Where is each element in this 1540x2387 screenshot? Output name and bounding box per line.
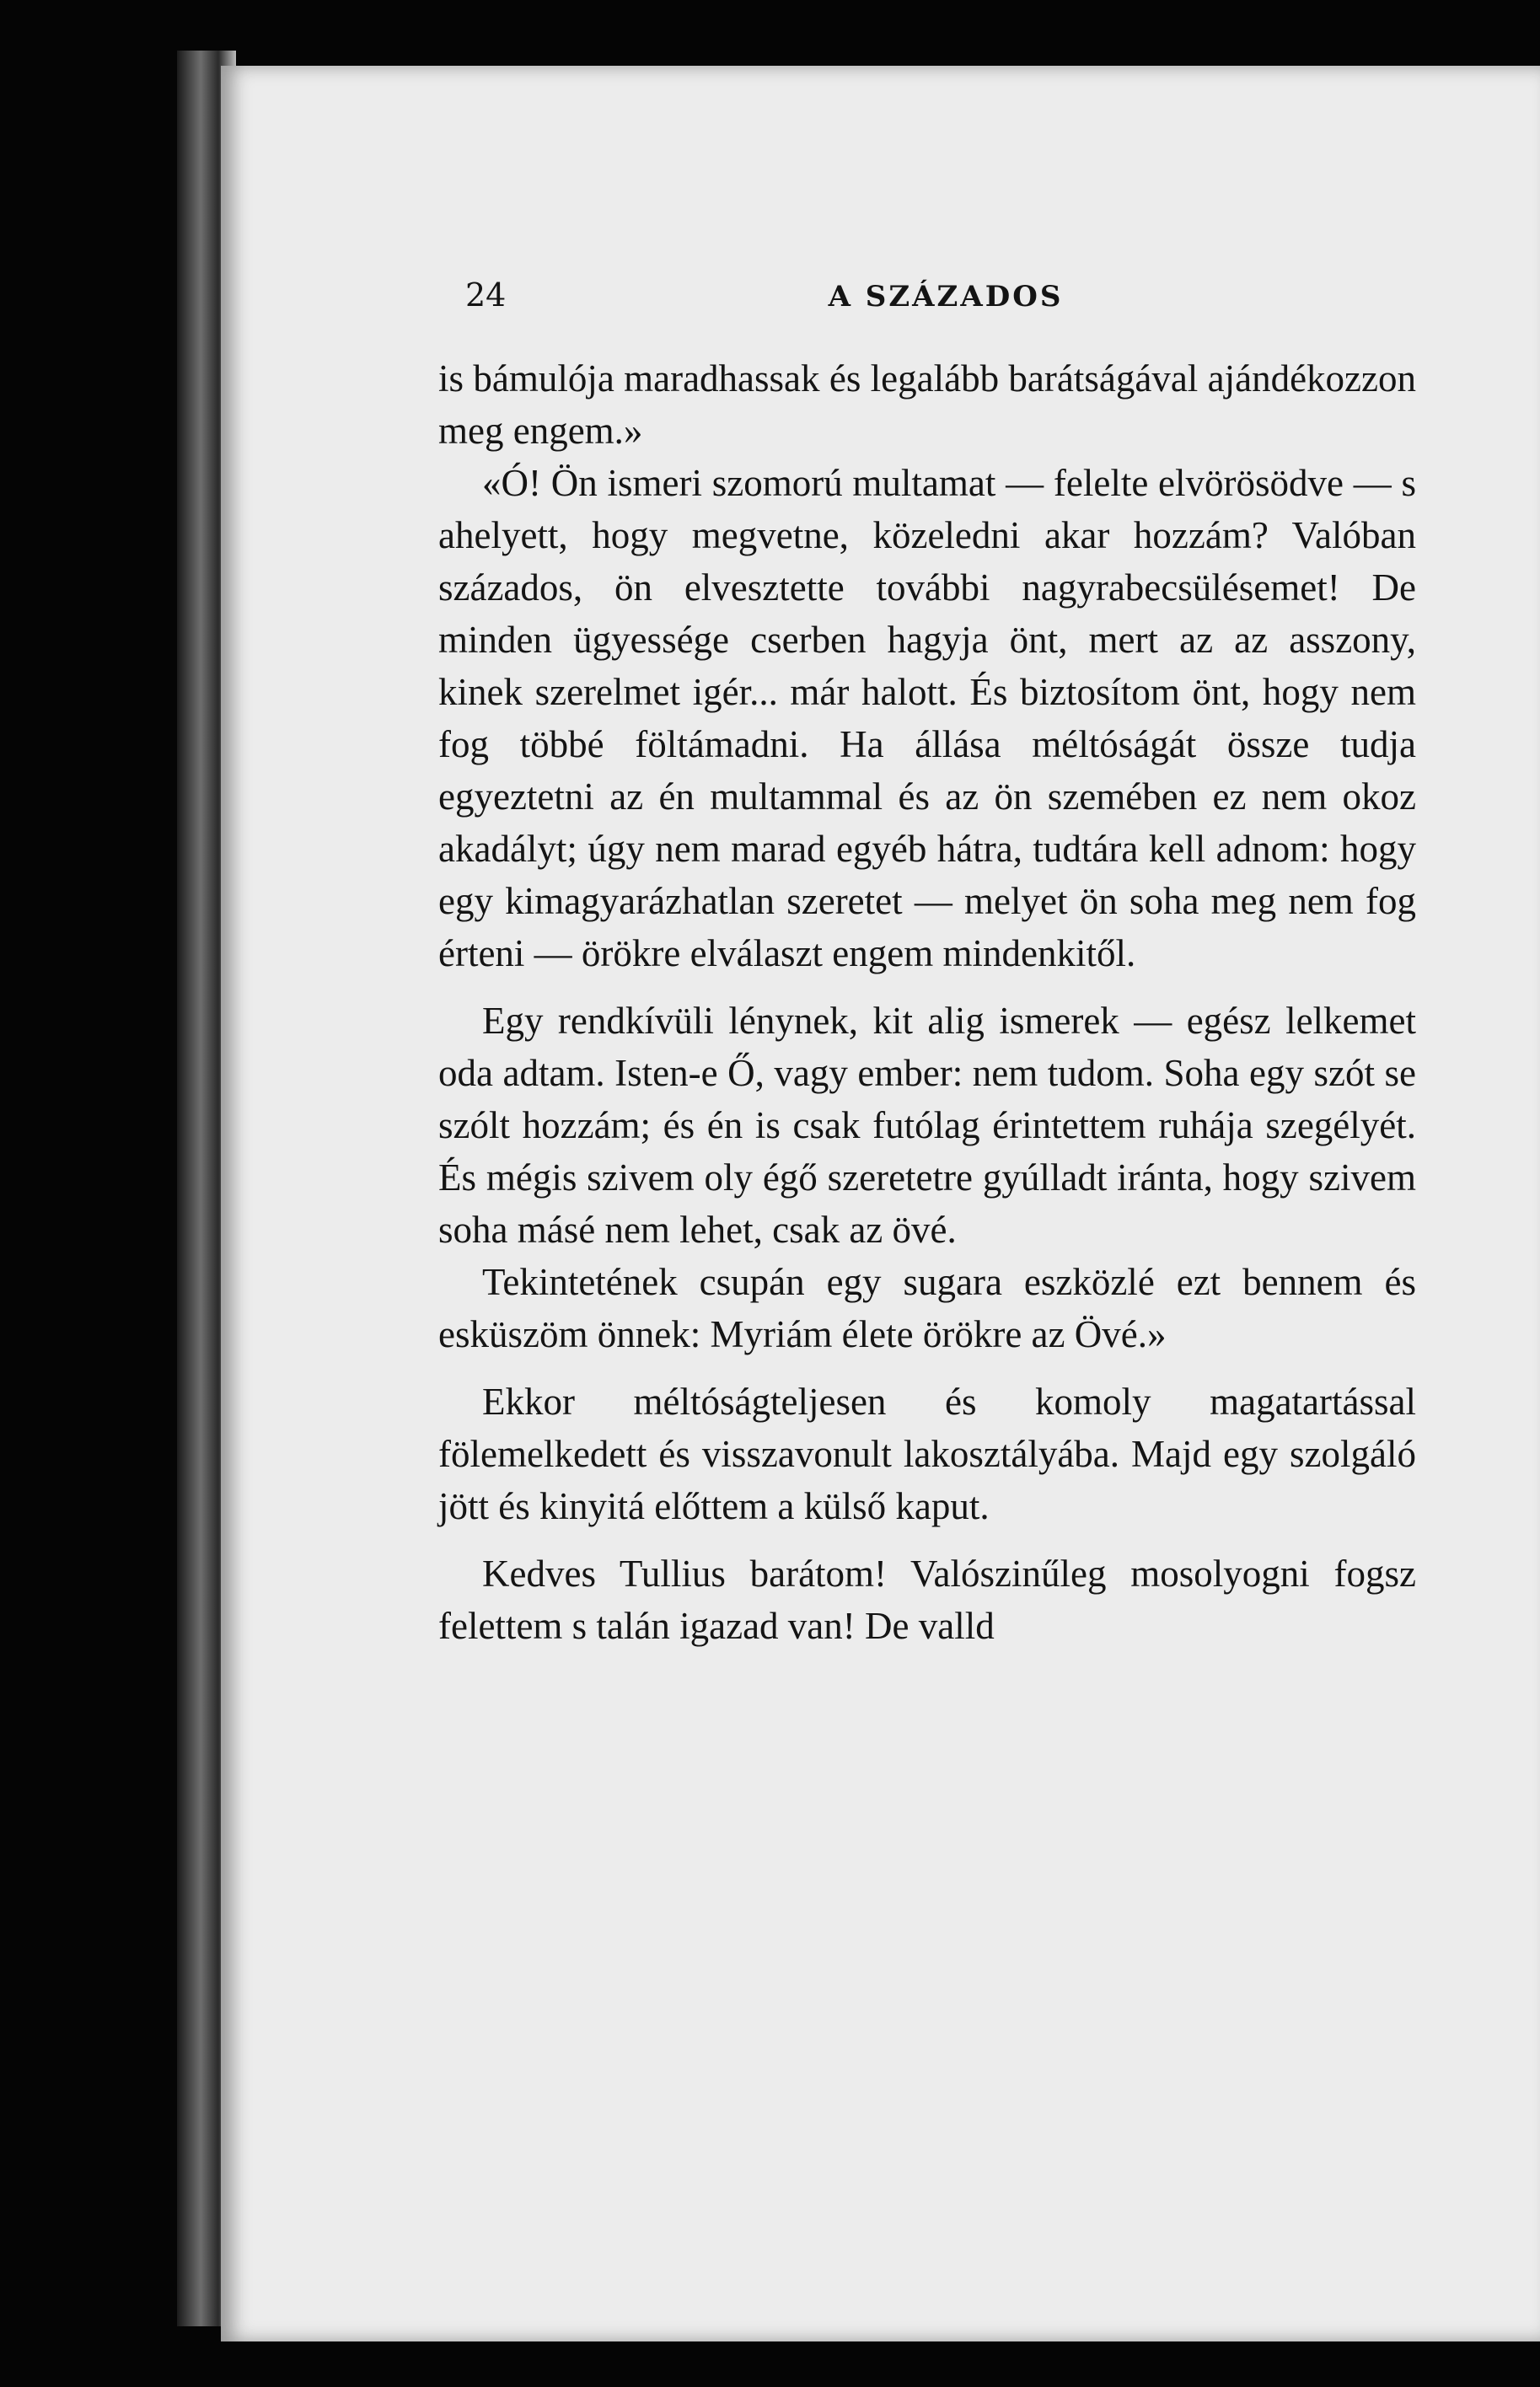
book-page: [221, 66, 1540, 2341]
paragraph: Kedves Tullius barátom! Valószinűleg mosolyogni fogsz felettem s talán igazad van! De valld: [438, 1553, 1416, 1647]
body-text: [438, 352, 1416, 1652]
running-head: [465, 276, 1426, 327]
paragraph: Ekkor méltóságteljesen és komoly magatartással fölemelkedett és visszavonult lakosztályába. Majd egy szolgáló jött és kinyitá előttem a külső kaput.: [438, 1381, 1416, 1527]
chapter-title: A SZÁZADOS: [828, 280, 1064, 314]
paragraph: Egy rendkívüli lénynek, kit alig ismerek — egész lelkemet oda adtam. Isten-e Ő, vagy ember: nem tudom. Soha egy szót se szólt hozzám; és én is csak futólag érintettem ruhája szegélyét. És mégis szivem oly égő szeretetre gyúlladt iránta, hogy szivem soha másé nem lehet, csak az övé.: [438, 1000, 1416, 1251]
page-number: 24: [465, 276, 507, 314]
paragraph: Tekintetének csupán egy sugara eszközlé ezt bennem és esküszöm önnek: Myriám élete örökre az Övé.»: [438, 1261, 1416, 1355]
paragraph: is bámulója maradhassak és legalább barátságával ajándékozzon meg engem.»: [438, 357, 1416, 452]
paragraph: «Ó! Ön ismeri szomorú multamat — felelte elvörösödve — s ahelyett, hogy megvetne, közeledni akar hozzám? Valóban százados, ön elvesztette további nagyrabecsülésemet! De minden ügyessége cserben hagyja önt, mert az az asszony, kinek szerelmet igér... már halott. És biztosítom önt, hogy nem fog többé föltámadni. Ha állása méltóságát össze tudja egyeztetni az én multammal és az ön szemében ez nem okoz akadályt; úgy nem marad egyéb hátra, tudtára kell adnom: hogy egy kimagyarázhatlan szeretet — melyet ön soha meg nem fog érteni — örökre elválaszt engem mindenkitől.: [438, 462, 1416, 974]
